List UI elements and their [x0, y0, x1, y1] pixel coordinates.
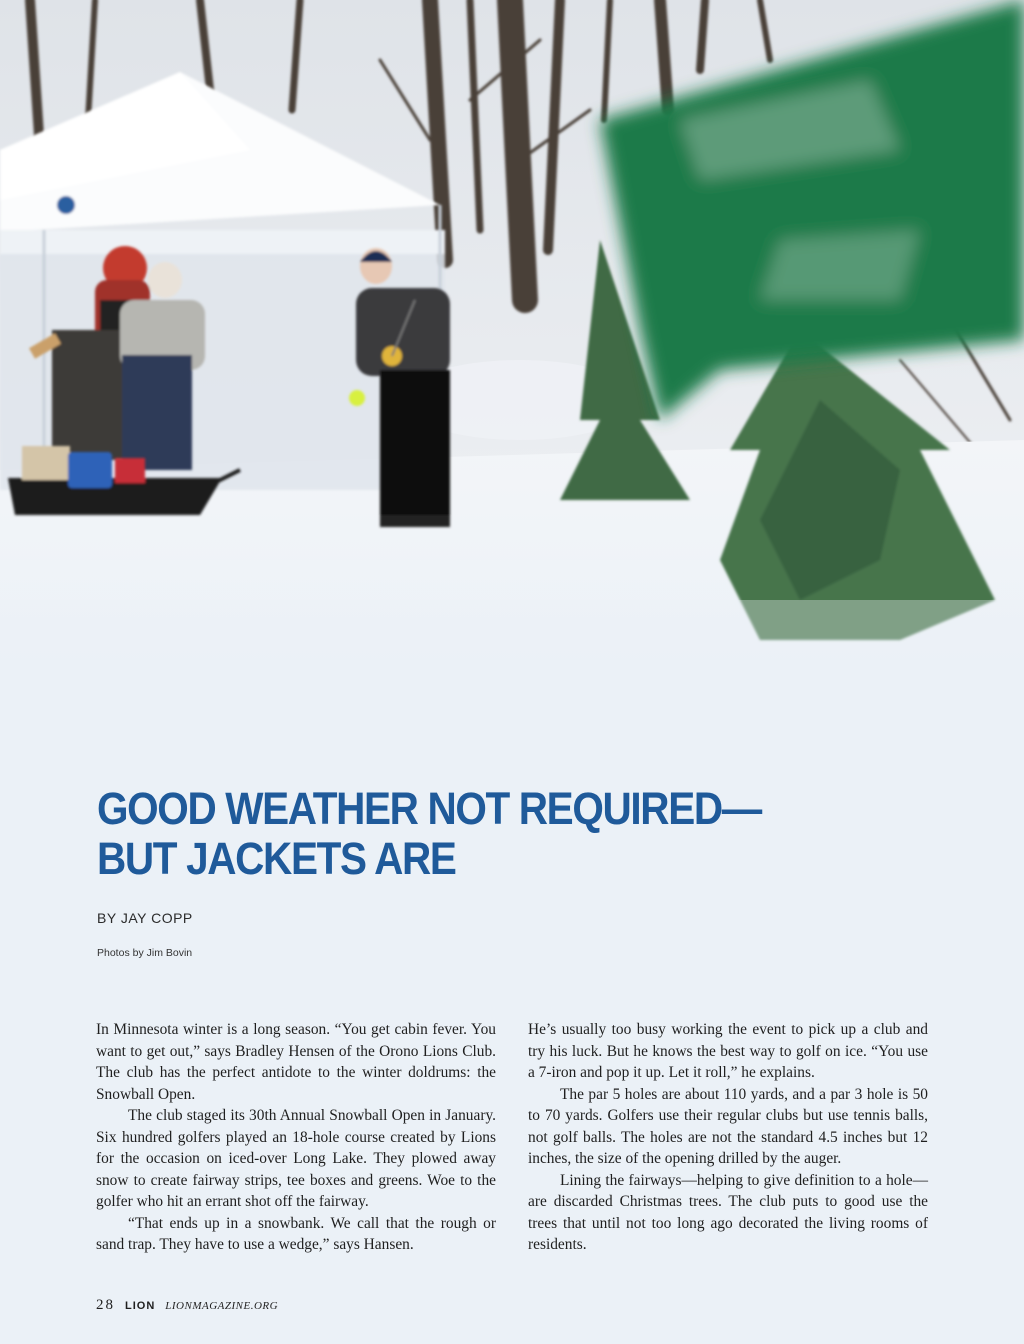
title-line-2: BUT JACKETS ARE: [97, 833, 456, 884]
paragraph: The club staged its 30th Annual Snowball Open in January. Six hundred golfers played an 18-hole course created by Lions for the occasion on iced-over Long Lake. They plowed away snow to create fairway strips, tee boxes and greens. Woe to the golfer who hit an errant shot off the fairway.: [96, 1107, 496, 1210]
page-number: 28: [96, 1297, 115, 1313]
right-column: [528, 1019, 928, 1256]
title-line-1: GOOD WEATHER NOT REQUIRED—: [97, 783, 761, 834]
tennis-ball: [349, 390, 365, 406]
paragraph: The par 5 holes are about 110 yards, and a par 3 hole is 50 to 70 yards. Golfers use their regular clubs but use tennis balls, not golf balls. The holes are not the standard 4.5 inches but 12 inches, the size of the opening drilled by the auger.: [528, 1085, 928, 1167]
paragraph: Lining the fairways—helping to give definition to a hole—are discarded Christmas trees. The club puts to good use the trees that until not too long ago decorated the living rooms of residents.: [528, 1171, 928, 1253]
byline: BY JAY COPP: [97, 910, 193, 926]
photo-credit: Photos by Jim Bovin: [97, 947, 193, 959]
paragraph: “That ends up in a snowbank. We call that the rough or sand trap. They have to use a wedge,” says Hansen.: [96, 1214, 496, 1253]
article-title: [97, 784, 835, 884]
page-footer: [96, 1297, 278, 1314]
magazine-url[interactable]: LIONMAGAZINE.ORG: [165, 1300, 279, 1312]
paragraph: In Minnesota winter is a long season. “You get cabin fever. You want to get out,” says Bradley Hensen of the Orono Lions Club. The club has the perfect antidote to the winter doldrums: the Snowball Open.: [96, 1021, 496, 1103]
paragraph: He’s usually too busy working the event to pick up a club and try his luck. But he knows the best way to golf on ice. “You use a 7-iron and pop it up. Let it roll,” he explains.: [528, 1021, 928, 1081]
left-column: [96, 1019, 496, 1256]
magazine-name: LION: [125, 1300, 156, 1312]
